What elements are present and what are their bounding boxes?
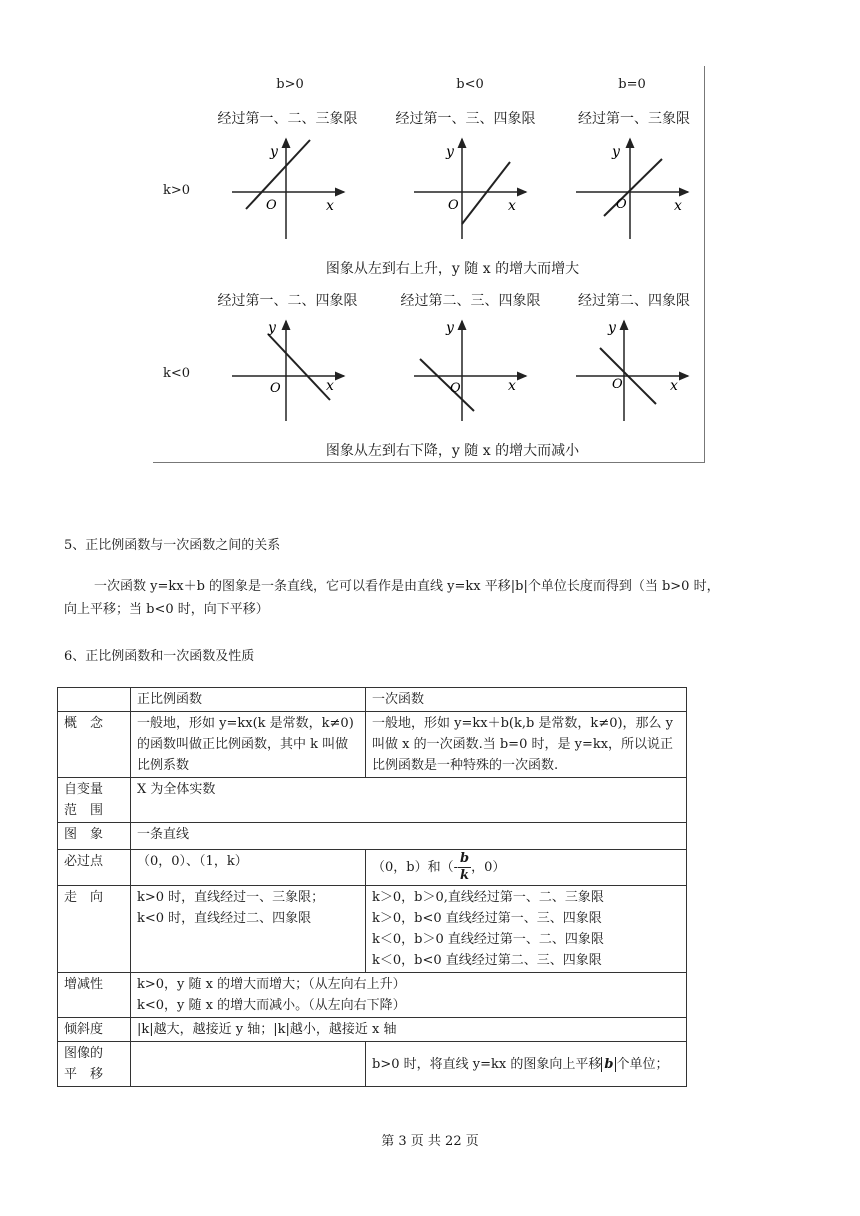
- row-label-k-negative: k<0: [163, 366, 191, 381]
- x-axis-label: x: [670, 378, 678, 394]
- table-row: [58, 973, 687, 1018]
- direction-proportional: [131, 886, 366, 973]
- row-label-slope: 倾斜度: [58, 1018, 131, 1042]
- x-axis-label: x: [508, 378, 516, 394]
- row-label-monotonic: 增减性: [58, 973, 131, 1018]
- shift-linear: [366, 1042, 687, 1087]
- label-line: 自变量: [64, 782, 104, 797]
- monotonic-line: k>0，y 随 x 的增大而增大；（从左向右上升）: [137, 977, 406, 992]
- direction-line: k<0 时，直线经过二、四象限: [137, 911, 312, 926]
- origin-label: O: [450, 381, 461, 396]
- label-line: 平 移: [64, 1067, 104, 1082]
- y-axis-label: y: [446, 320, 454, 336]
- caption-k-positive: 图象从左到右上升，y 随 x 的增大而增大: [325, 261, 580, 277]
- table-header-row: [58, 688, 687, 712]
- row-label-domain: [58, 778, 131, 823]
- section5-paragraph-line1: 一次函数 y=kx＋b 的图象是一条直线，它可以看作是由直线 y=kx 平移|b|个单位长度而得到（当 b>0 时，: [94, 579, 720, 594]
- shift-proportional: [131, 1042, 366, 1087]
- caption-k-negative: 图象从左到右下降，y 随 x 的增大而减小: [325, 443, 580, 459]
- domain-value: X 为全体实数: [131, 778, 687, 823]
- shift-text: 个单位；: [616, 1056, 669, 1072]
- table-header-cell: [58, 688, 131, 712]
- row-label-shift: [58, 1042, 131, 1087]
- table-header-cell: 一次函数: [366, 688, 687, 712]
- label-line: 范 围: [64, 803, 104, 818]
- label-line: 图像的: [64, 1046, 104, 1061]
- concept-linear: 一般地，形如 y=kx＋b(k,b 是常数，k≠0)，那么 y 叫做 x 的一次函数.当 b=0 时，是 y=kx，所以说正比例函数是一种特殊的一次函数.: [366, 712, 687, 778]
- shift-text: b>0 时，将直线 y=kx 的图象向上平移: [372, 1056, 602, 1072]
- direction-line: k＞0，b＞0,直线经过第一、二、三象限: [372, 890, 604, 905]
- x-axis-label: x: [508, 198, 516, 214]
- point-text: ，0）: [471, 860, 506, 875]
- quadrant-kpos-bzero: 经过第一、三象限: [578, 111, 690, 127]
- monotonic-value: [131, 973, 687, 1018]
- table-row: [58, 823, 687, 850]
- direction-linear: [366, 886, 687, 973]
- row-label-graph: 图 象: [58, 823, 131, 850]
- table-row: [58, 778, 687, 823]
- x-axis-label: x: [674, 198, 682, 214]
- graph-kneg-bzero: [572, 316, 692, 426]
- row-label-k-positive: k>0: [163, 183, 191, 198]
- table-row: [58, 886, 687, 973]
- concept-proportional: 一般地，形如 y=kx(k 是常数，k≠0)的函数叫做正比例函数，其中 k 叫做比例系数: [131, 712, 366, 778]
- header-b-positive: b>0: [276, 77, 304, 92]
- graph-kneg-bneg: [410, 316, 530, 426]
- graph-kneg-bpos: [228, 316, 348, 426]
- x-axis-label: x: [326, 378, 334, 394]
- header-b-zero: b=0: [618, 77, 646, 92]
- quadrant-kneg-bneg: 经过第二、三、四象限: [400, 293, 541, 309]
- graph-kpos-bneg: [410, 134, 530, 244]
- y-axis-label: y: [612, 144, 620, 160]
- properties-table: [57, 687, 687, 1087]
- graph-kpos-bzero: [572, 134, 692, 244]
- table-row: [58, 1018, 687, 1042]
- quadrant-kneg-bpos: 经过第一、二、四象限: [217, 293, 358, 309]
- section5-paragraph-line2: 向上平移；当 b<0 时，向下平移）: [64, 602, 269, 617]
- origin-label: O: [270, 381, 281, 396]
- origin-label: O: [616, 197, 627, 212]
- fraction-b-over-k: [458, 851, 471, 884]
- table-row: [58, 712, 687, 778]
- point-linear: [366, 850, 687, 886]
- table-header-cell: 正比例函数: [131, 688, 366, 712]
- y-axis-label: y: [608, 320, 616, 336]
- header-b-negative: b<0: [456, 77, 484, 92]
- quadrant-kneg-bzero: 经过第二、四象限: [578, 293, 690, 309]
- page-number-footer: 第 3 页 共 22 页: [381, 1134, 479, 1149]
- direction-line: k＞0，b<0 直线经过第一、三、四象限: [372, 911, 602, 926]
- row-label-point: 必过点: [58, 850, 131, 886]
- graph-value: 一条直线: [131, 823, 687, 850]
- table-row: [58, 850, 687, 886]
- point-proportional: （0，0）、（1，k）: [131, 850, 366, 886]
- graph-kpos-bpos: [228, 134, 348, 244]
- origin-label: O: [266, 198, 277, 213]
- origin-label: O: [612, 377, 623, 392]
- row-label-direction: 走 向: [58, 886, 131, 973]
- section5-heading: 5、正比例函数与一次函数之间的关系: [64, 538, 281, 553]
- abs-b: b: [601, 1057, 616, 1072]
- monotonic-line: k<0，y 随 x 的增大而减小。（从左向右下降）: [137, 998, 406, 1013]
- x-axis-label: x: [326, 198, 334, 214]
- quadrant-kpos-bpos: 经过第一、二、三象限: [217, 111, 358, 127]
- fraction-numerator: b: [460, 851, 470, 866]
- fraction-denominator: k: [460, 868, 470, 883]
- y-axis-label: y: [446, 144, 454, 160]
- row-label-concept: 概 念: [58, 712, 131, 778]
- y-axis-label: y: [268, 320, 276, 336]
- slope-value: |k|越大，越接近 y 轴；|k|越小，越接近 x 轴: [131, 1018, 687, 1042]
- direction-line: k>0 时，直线经过一、三象限；: [137, 890, 325, 905]
- quadrant-kpos-bneg: 经过第一、三、四象限: [395, 111, 536, 127]
- table-row: [58, 1042, 687, 1087]
- y-axis-label: y: [270, 144, 278, 160]
- direction-line: k＜0，b<0 直线经过第二、三、四象限: [372, 953, 602, 968]
- point-text: （0，b）和（-: [372, 860, 458, 875]
- origin-label: O: [448, 198, 459, 213]
- section6-heading: 6、正比例函数和一次函数及性质: [64, 649, 255, 664]
- direction-line: k＜0，b＞0 直线经过第一、二、四象限: [372, 932, 604, 947]
